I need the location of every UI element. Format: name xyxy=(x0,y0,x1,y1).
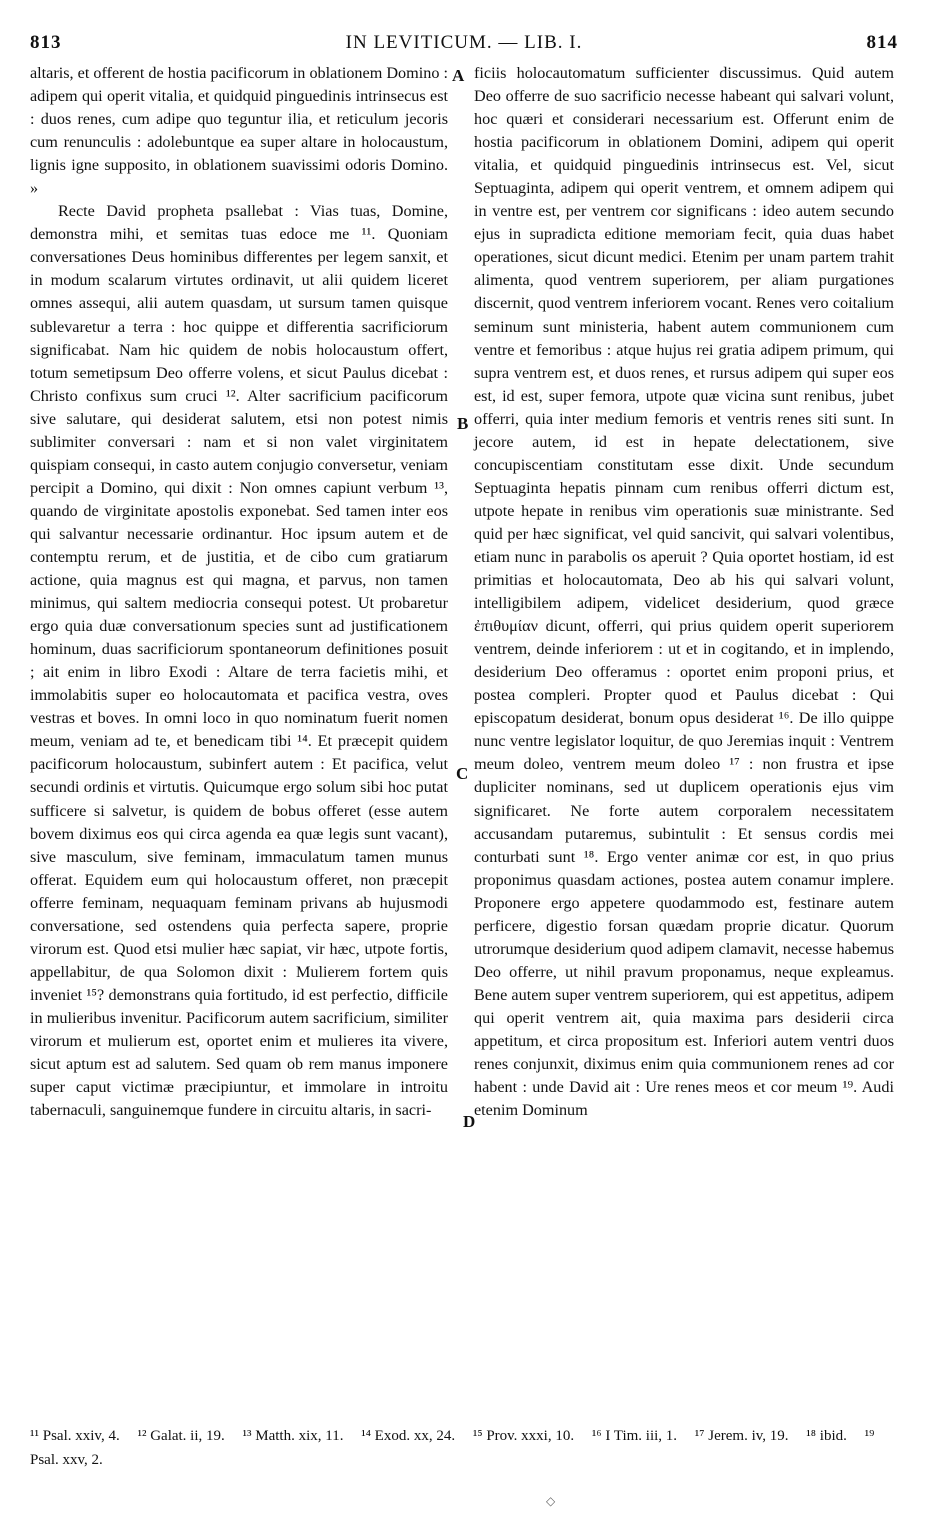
left-column xyxy=(30,62,448,1122)
margin-marker-a: A xyxy=(452,66,465,85)
footnote-15: ¹⁵ Prov. xxxi, 10. xyxy=(472,1428,575,1444)
footnote-18: ¹⁸ ibid. xyxy=(806,1428,847,1444)
footnote-16: ¹⁶ I Tim. iii, 1. xyxy=(591,1428,678,1444)
page-number-right: 814 xyxy=(866,32,898,53)
running-title: IN LEVITICUM. — LIB. I. xyxy=(345,32,583,53)
right-paragraph-1: ficiis holocautomatum sufficienter discussimus. Quid autem Deo offerre de suo sacrificio necesse habeant qui salvari volunt, hoc quæri et considerari necessarium est. Offerunt enim de hostia pacificorum in oblationem Domini, adipem qui operit vitalia, et quidquid pinguedinis intrinsecus est. Vel, sicut Septuaginta, adipem qui operit ventrem, et omnem adipem qui in ventre est, per ventrem cor significans : ideo autem secundo ejus in supradicta editione memoriam fecit, quia duas habet operationes, sicut dicunt medici. Etenim per unam partem trahit alimenta, quod ventrem superiorem, per aliam purgationes discernit, quod ventrem inferiorem vocant. Renes vero coitalium seminum sunt ministeria, habent autem communionem cum ventre et femoribus : atque hujus rei gratia adipem primum, qui supra ventrem est, et duos renes, et rursus adipem qui super eos est, id est, super femora, utpote quæ vicina sunt renibus, jubet offerri, quia inter medium femoris et ventris renes siti sunt. In jecore autem, id est in hepate delectationem, sive concupiscentiam constitutam esse dixit. Unde secundum Septuaginta hepatis pinnam cum renibus offerri dictum est, utpote hepate in renibus vim operationis suæ ministrante. Sed quid per hæc significat, vel quid sancivit, qui salvari volentibus, etiam nunc in parabolis os aperuit ? Quia oportet hostiam, id est primitias et holocautomata, Deo ab his qui salvari volunt, intelligibilem adipem, videlicet desiderium, quod græce ἐπιθυμίαν dicunt, offerri, qui prius quidem operit superiorem ventrem, deinde inferiorem : ut et in cogitando, et in implendo, desiderium Deo offeramus : oportet enim proponi prius, et postea compleri. Propter quod et Paulus dicebat : Qui episcopatum desiderat, bonum opus desiderat ¹⁶. De illo quippe nunc ventre legislator loquitur, de quo Jeremias inquit : Ventrem meum doleo, ventrem meum doleo ¹⁷ : non frustra et ipse dupliciter nominans, sed ut duplicem operationis ejus vim significaret. Ne forte autem corporalem necessitatem accusandam putaremus, subintulit : Et sensus cordis mei conturbati sunt ¹⁸. Ergo venter animæ cor est, in quo prius proponimus quasdam actiones, postea autem conamur implere. Proponere ergo appetere quodammodo est, festinare autem perficere, digestio forsan quædam proprie dicatur. Quorum utrorumque desiderium quod adipem clamavit, necesse habemus Deo offerre, ut nihil pravum proponamus, neque expleamus. Bene autem super ventrem superiorem, qui est appetitus, adipem qui operit ventrem ait, quia maxima pars desiderii circa appetitum, et circa propositum est. Inferiori autem ventri duos renes conjunxit, diximus enim quia communionem renes ad cor habent : unde David ait : Ure renes meos et cor meum ¹⁹. Audi etenim Dominum xyxy=(474,64,894,1120)
footnote-14: ¹⁴ Exod. xx, 24. xyxy=(361,1428,456,1444)
right-column xyxy=(474,62,894,1122)
footnote-11: ¹¹ Psal. xxiv, 4. xyxy=(30,1428,120,1444)
page-number-left: 813 xyxy=(30,32,62,53)
footnote-12: ¹² Galat. ii, 19. xyxy=(137,1428,225,1444)
footnote-17: ¹⁷ Jerem. iv, 19. xyxy=(694,1428,789,1444)
signature-mark: ◇ xyxy=(546,1494,556,1508)
left-paragraph-2: Recte David propheta psallebat : Vias tuas, Domine, demonstra mihi, et semitas tuas edoce me ¹¹. Quoniam conversationes Deus hominibus differentes per legem sanxit, et in modum scalarum virtutes ordinavit, ut alii quidem liceret omnes assequi, alii autem quasdam, ut sursum tamen quisque sublevaretur a terra : hoc quippe et differentia sacrificiorum significabat. Nam hic quidem de nobis holocaustum offert, totum semetipsum Deo offerre volens, et sicut Paulus dicebat : Christo confixus sum cruci ¹². Alter sacrificium pacificorum sive salutare, qui desiderat salutem, etsi non potest nimis sublimiter conversari : nam et si non valet virginitatem quispiam consequi, in casto autem conjugio conversetur, veniam percipit a Domino, qui dixit : Non omnes capiunt verbum ¹³, quando de virginitate apostolis exponebat. Sed tamen inter eos qui salvantur necessarie ordinantur. Hoc ipsum autem et de contemptu rerum, et de justitia, et de cibo cum gratiarum actione, quia magnus est qui magna, et parvus, non tamen minimus, qui saltem mediocria consequi potest. Ut probaretur ergo quia duæ conversationum species sunt ad justificationem hominum, duas sacrificiorum spontaneorum definitiones posuit ; ait enim in libro Exodi : Altare de terra facietis mihi, et immolabitis super eo holocautomata et pacifica vestra, oves vestras et boves. In omni loco in quo nominatum fuerit nomen meum, veniam ad te, et benedicam tibi ¹⁴. Et præcepit quidem pacificorum holocaustum, subinfert autem : Et pacifica, velut secundi ordinis et virtutis. Quicumque ergo solum sibi hoc putat sufficere si salvetur, is quidem de bobus offeret (esse autem bovem diximus eos qui circa agenda ea quæ legis sunt vacant), sive masculum, sive feminam, immaculatum tamen munus offerat. Equidem eum qui holocaustum offeret, non præcepit offerre feminam, nequaquam feminam privans ab hujusmodi conversatione, sed ostendens quia perfecta sapere, proprie virorum est. Quod etsi mulier hæc sapiat, vir hæc, utpote fortis, appellabitur, de qua Solomon dixit : Mulierem fortem quis inveniet ¹⁵? demonstrans quia fortitudo, id est perfectio, difficile in mulieribus invenitur. Pacificorum autem sacrificium, similiter virorum et mulierum est, oportet enim et mulieres ita vivere, sicut aptum est ad salutem. Sed quam ob rem manus imponere super caput victimæ præcipiuntur, et immolare in introitu tabernaculi, sanguinemque fundere in circuitu altaris, in sacri- xyxy=(30,202,448,1120)
footnotes xyxy=(30,1424,898,1472)
footnote-19: ¹⁹ Psal. xxv, 2. xyxy=(30,1428,875,1468)
margin-marker-b: B xyxy=(457,414,469,433)
footnote-13: ¹³ Matth. xix, 11. xyxy=(242,1428,344,1444)
page-header xyxy=(30,32,898,58)
margin-marker-d: D xyxy=(463,1112,476,1131)
left-paragraph-1: altaris, et offerent de hostia pacificorum in oblationem Domino : adipem qui operit vitalia, et quidquid pinguedinis intrinsecus est : duos renes, cum adipe quo teguntur ilia, et reticulum jecoris cum renunculis : adolebuntque ea super altare in holocaustum, lignis igne supposito, in oblationem suavissimi odoris Domino. » xyxy=(30,64,448,198)
margin-marker-c: C xyxy=(456,764,469,783)
